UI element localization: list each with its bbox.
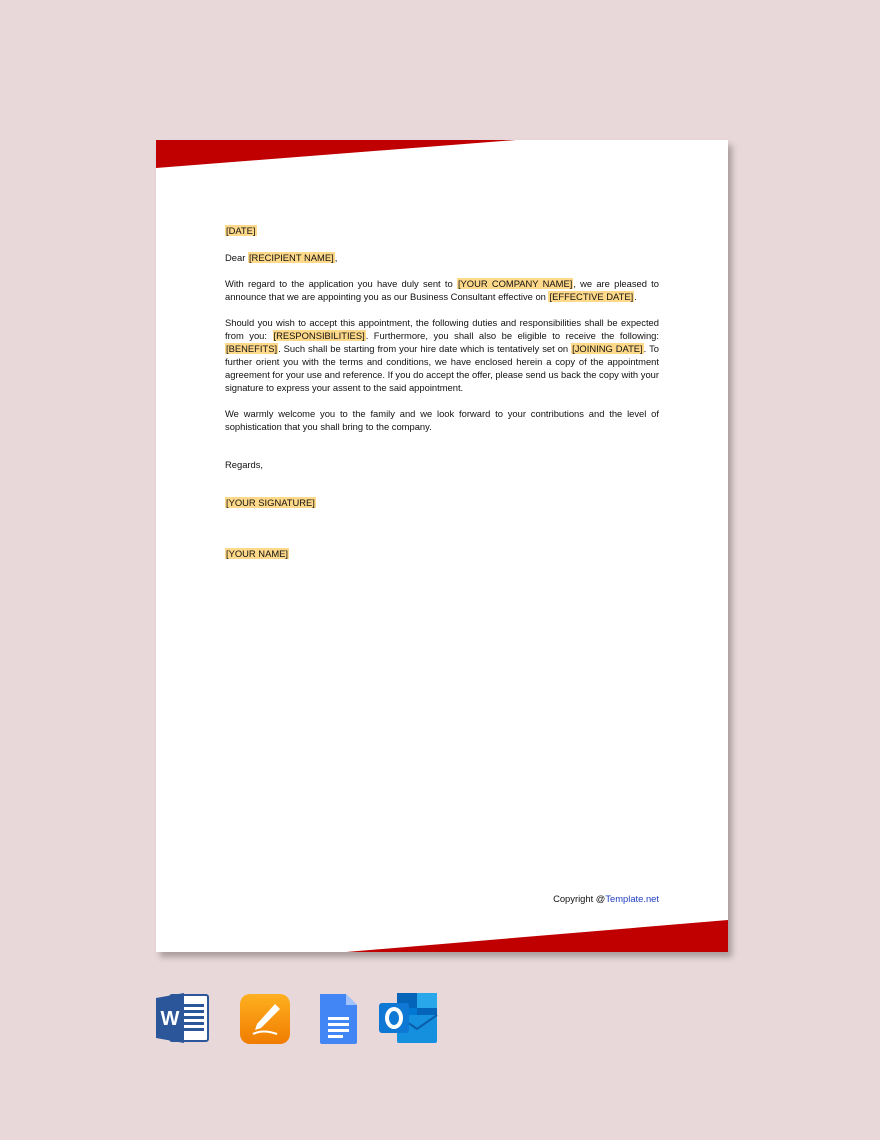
date-placeholder: [DATE] (226, 225, 256, 236)
signature-placeholder: [YOUR SIGNATURE] (226, 497, 315, 508)
paragraph-3: We warmly welcome you to the family and we look forward to your contributions and the level of sophistication that you shall bring to the company. (225, 408, 659, 432)
p1-text-a: With regard to the application you have duly sent to (225, 278, 457, 289)
bottom-red-stripe (156, 920, 728, 952)
p2-text-d: . To further orient you with the terms and conditions, we have enclosed herein a copy of the appointment agreement for your use and reference. If you do accept the offer, please send us back the copy with your signature to express your assent to the said appointment. (225, 343, 659, 393)
closing-line: Regards, (225, 459, 264, 470)
effective-date-placeholder: [EFFECTIVE DATE] (549, 291, 634, 302)
p1-text-b: , we are pleased to announce that we are appointing you as our Business Consultant effective on (225, 278, 659, 302)
google-docs-icon[interactable] (318, 993, 358, 1045)
company-placeholder: [YOUR COMPANY NAME] (457, 278, 573, 289)
p2-text-b: . Furthermore, you shall also be eligible to receive the following: (365, 330, 659, 341)
date-line (225, 224, 659, 237)
p2-text-c: . Such shall be starting from your hire date which is tentatively set on (278, 343, 572, 354)
paragraph-1 (225, 277, 659, 303)
name-line (225, 547, 659, 560)
recipient-placeholder: [RECIPIENT NAME] (248, 252, 334, 263)
greeting-suffix: , (334, 252, 338, 263)
copyright-notice (553, 893, 659, 904)
paragraph-2 (225, 316, 659, 394)
letter-body (225, 224, 659, 560)
responsibilities-placeholder: [RESPONSIBILITIES] (273, 330, 365, 341)
greeting-line (225, 251, 659, 264)
p2-text-a: Should you wish to accept this appointment, the following duties and responsibilities shall be expected from you: (225, 317, 659, 341)
greeting-prefix: Dear (225, 252, 248, 263)
signature-line (225, 496, 659, 509)
microsoft-outlook-icon[interactable] (379, 993, 439, 1043)
copyright-prefix: Copyright @ (553, 893, 606, 904)
benefits-placeholder: [BENEFITS] (226, 343, 278, 354)
name-placeholder: [YOUR NAME] (226, 548, 288, 559)
top-red-stripe (156, 140, 728, 170)
p1-text-c: . (634, 291, 637, 302)
letter-page (156, 140, 728, 952)
template-net-link[interactable]: Template.net (605, 893, 659, 904)
svg-text:W: W (160, 1008, 180, 1030)
apple-pages-icon[interactable] (239, 993, 291, 1045)
microsoft-word-icon[interactable] (156, 993, 210, 1043)
joining-date-placeholder: [JOINING DATE] (572, 343, 643, 354)
